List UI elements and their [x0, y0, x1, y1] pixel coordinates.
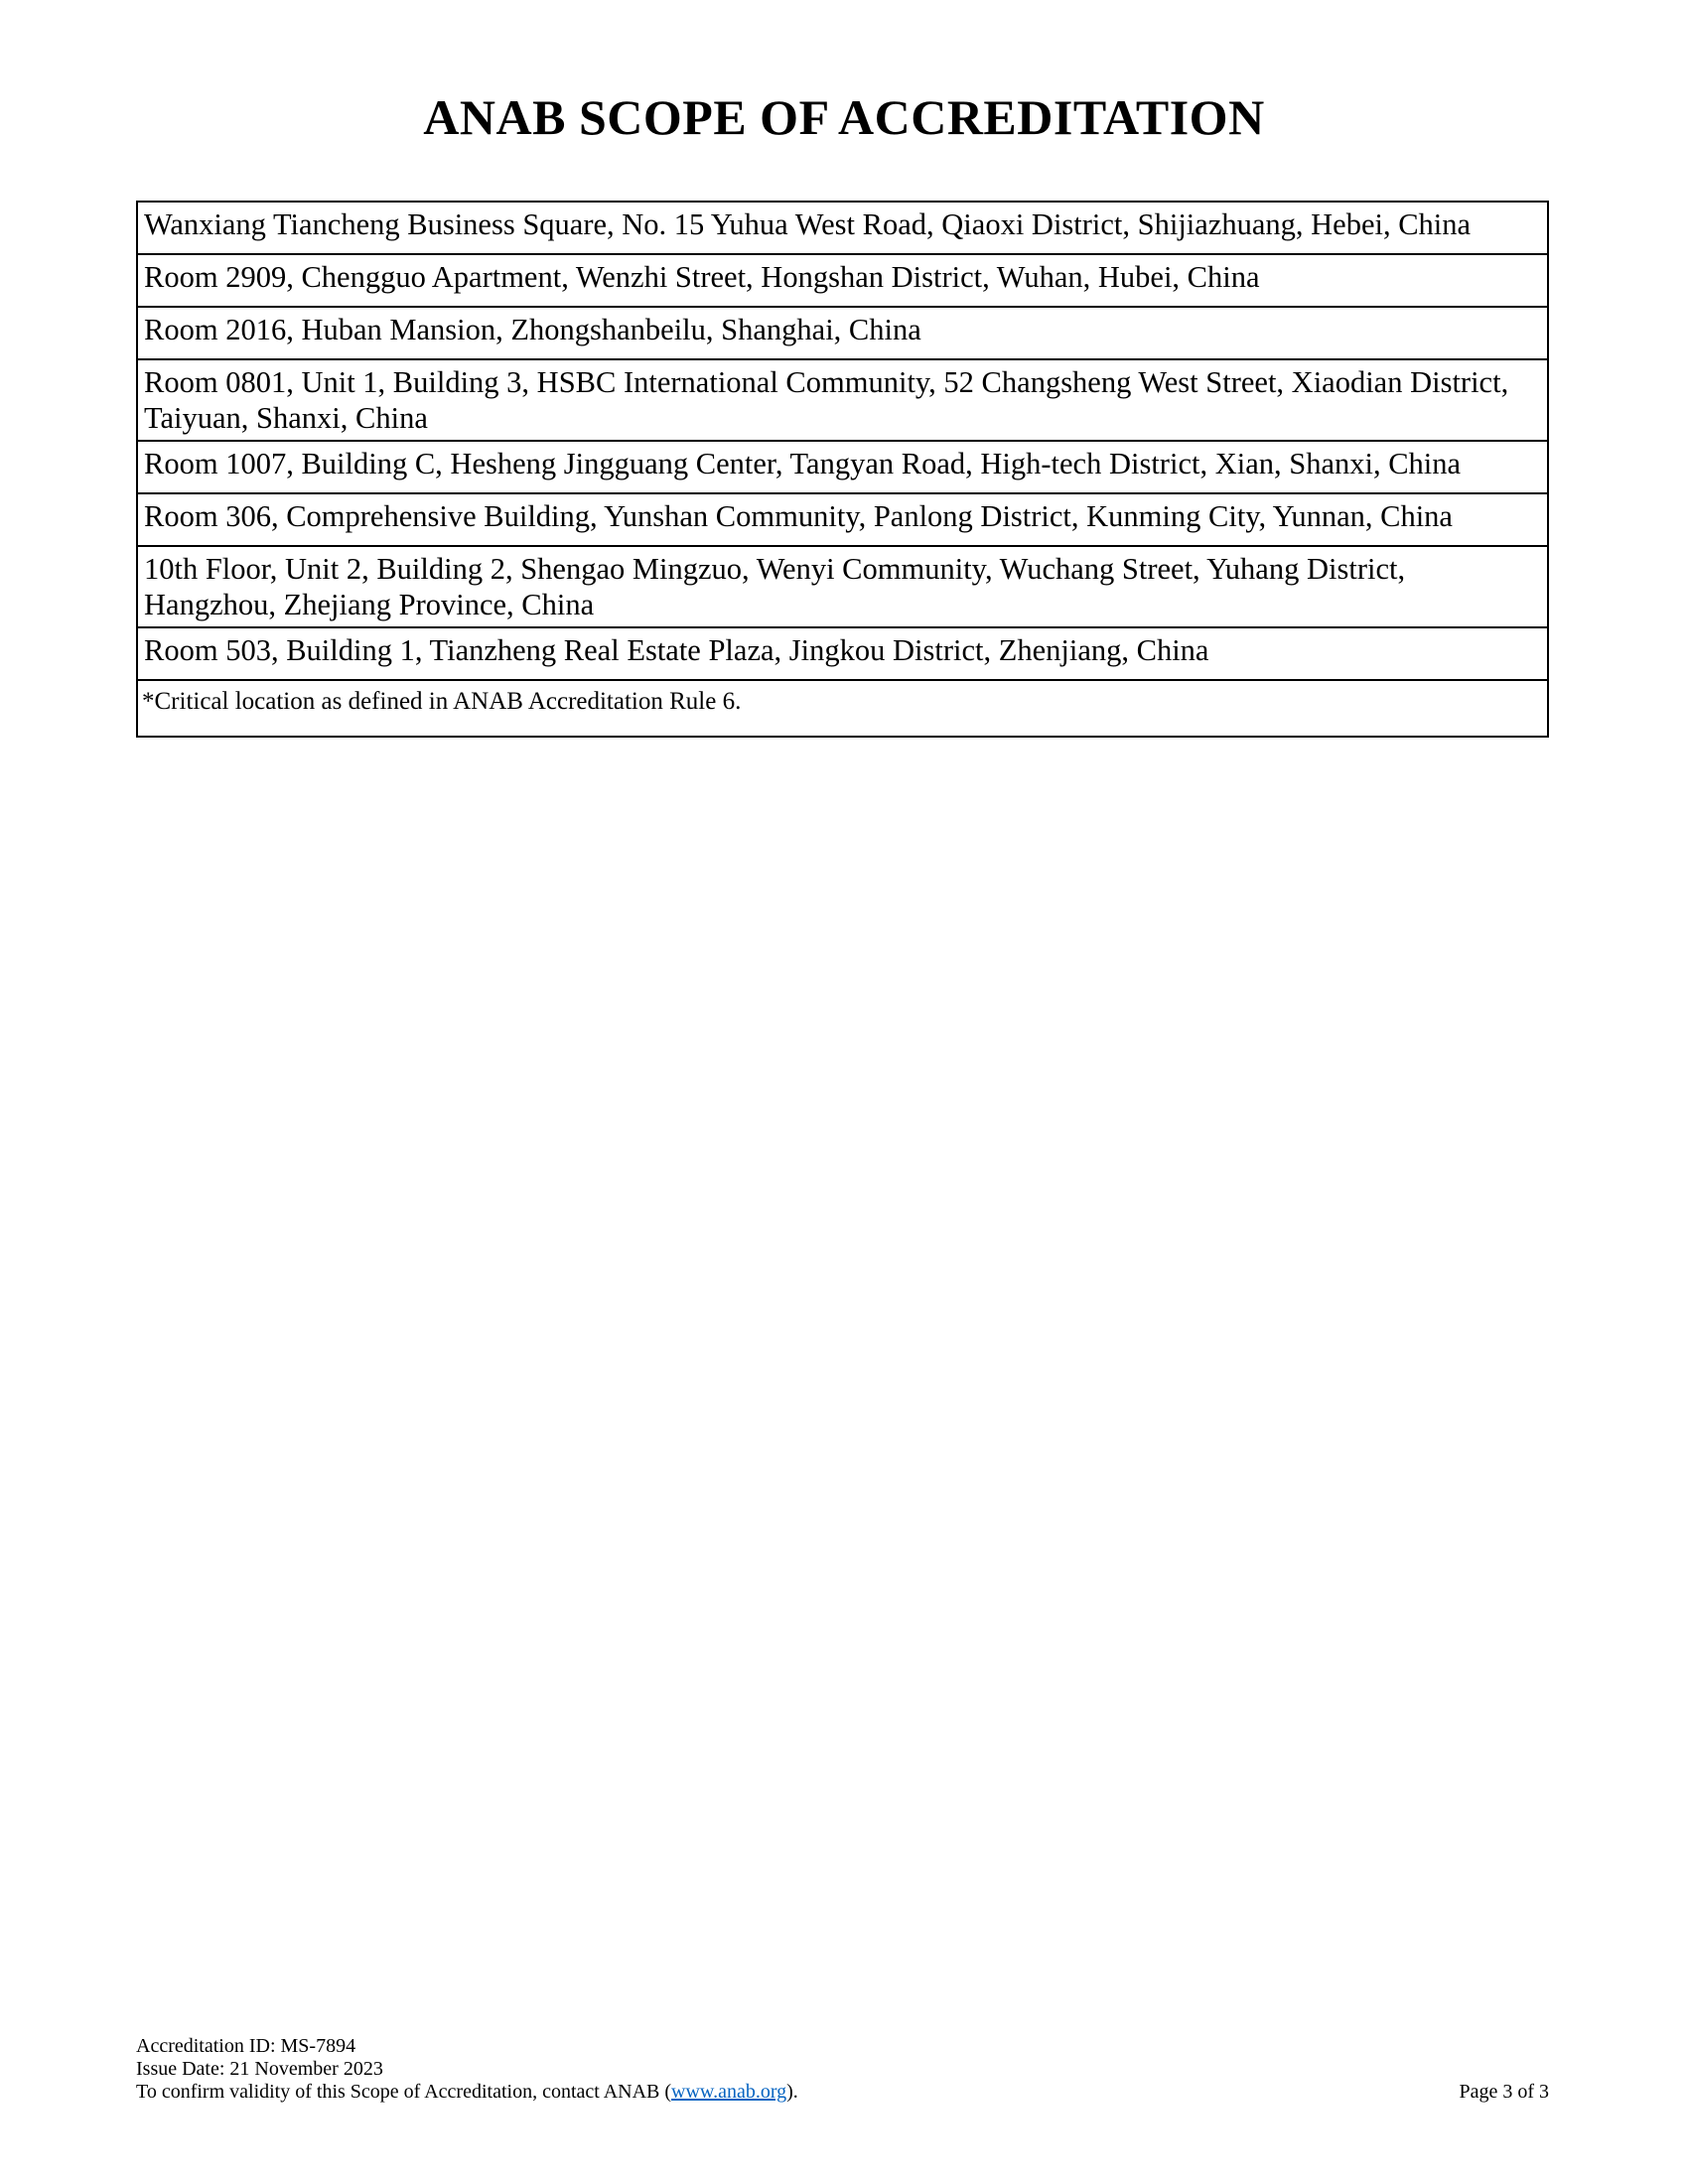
table-row [137, 307, 1548, 359]
anab-org-link[interactable]: www.anab.org [671, 2081, 787, 2103]
address-cell: Room 1007, Building C, Hesheng Jingguang Center, Tangyan Road, High-tech District, Xian, Shanxi, China [137, 441, 1548, 493]
address-cell: Wanxiang Tiancheng Business Square, No. 15 Yuhua West Road, Qiaoxi District, Shijiazhuang, Hebei, China [137, 202, 1548, 254]
accreditation-id: Accreditation ID: MS-7894 [136, 2035, 356, 2057]
address-cell: Room 503, Building 1, Tianzheng Real Estate Plaza, Jingkou District, Zhenjiang, China [137, 627, 1548, 680]
page-footer [136, 2035, 1549, 2104]
table-row [137, 493, 1548, 546]
page-number: Page 3 of 3 [1459, 2081, 1549, 2103]
table-row [137, 202, 1548, 254]
address-cell: Room 2909, Chengguo Apartment, Wenzhi Street, Hongshan District, Wuhan, Hubei, China [137, 254, 1548, 307]
address-cell: Room 306, Comprehensive Building, Yunshan Community, Panlong District, Kunming City, Yunnan, China [137, 493, 1548, 546]
locations-table [136, 201, 1549, 738]
page-title: ANAB SCOPE OF ACCREDITATION [423, 89, 1265, 145]
address-cell: 10th Floor, Unit 2, Building 2, Shengao Mingzuo, Wenyi Community, Wuchang Street, Yuhang District, Hangzhou, Zhejiang Province, China [137, 546, 1548, 627]
critical-location-note: *Critical location as defined in ANAB Accreditation Rule 6. [137, 680, 1548, 737]
validity-text-prefix: To confirm validity of this Scope of Accreditation, contact ANAB ( [136, 2081, 672, 2103]
table-row [137, 441, 1548, 493]
table-row [137, 546, 1548, 627]
table-row [137, 627, 1548, 680]
table-row-note [137, 680, 1548, 737]
address-cell: Room 2016, Huban Mansion, Zhongshanbeilu, Shanghai, China [137, 307, 1548, 359]
validity-text-suffix: ). [786, 2081, 798, 2103]
table-row [137, 359, 1548, 441]
issue-date: Issue Date: 21 November 2023 [136, 2058, 383, 2080]
table-row [137, 254, 1548, 307]
validity-line [136, 2081, 1549, 2104]
address-cell: Room 0801, Unit 1, Building 3, HSBC International Community, 52 Changsheng West Street, Xiaodian District, Taiyuan, Shanxi, China [137, 359, 1548, 441]
